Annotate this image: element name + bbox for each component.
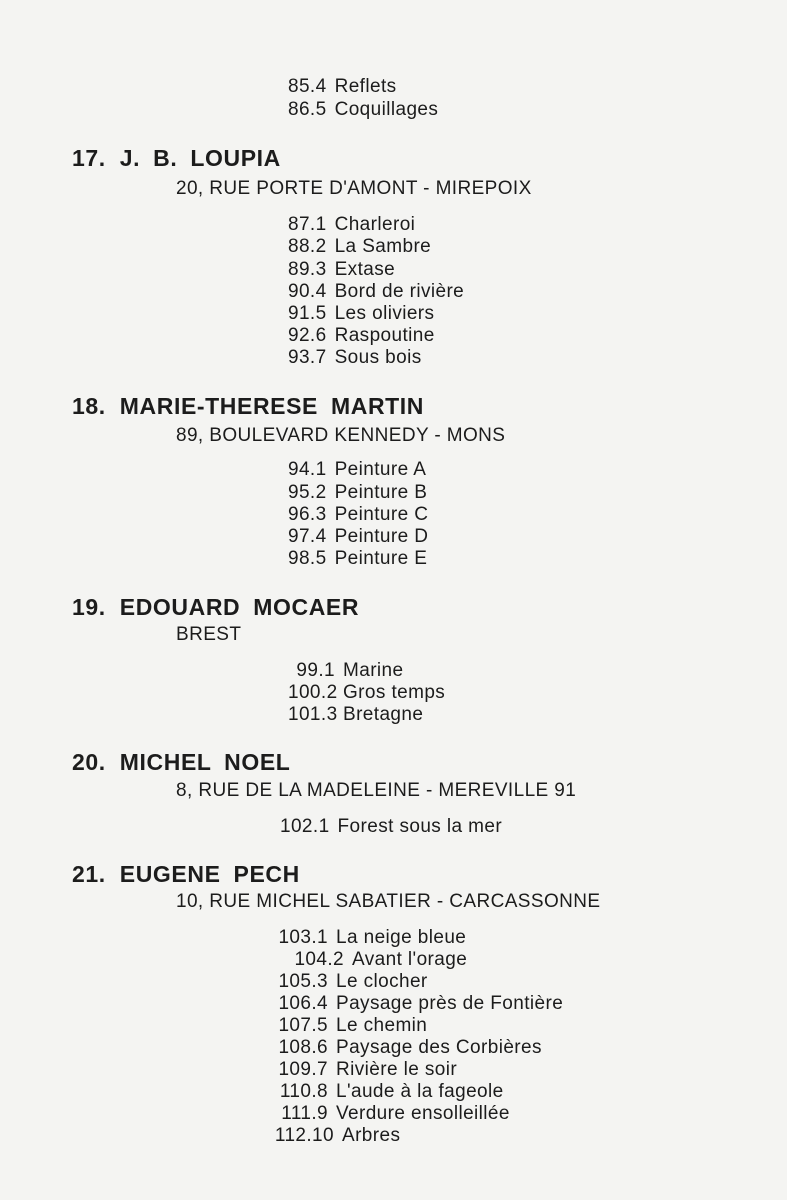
work-title: Charleroi	[334, 214, 416, 235]
work-title: Verdure ensolleillée	[336, 1103, 510, 1124]
work-entry	[288, 259, 395, 281]
work-number: 88.2	[288, 236, 327, 257]
work-number: 93.7	[288, 347, 327, 368]
work-title: Paysage près de Fontière	[336, 993, 564, 1014]
work-entry	[270, 1059, 457, 1081]
work-entry	[270, 1125, 400, 1147]
work-number: 110.8	[279, 1081, 328, 1102]
artist-name: EUGENE PECH	[119, 861, 300, 887]
work-entry	[270, 971, 428, 993]
work-title: L'aude à la fageole	[336, 1081, 504, 1102]
work-title: Les oliviers	[334, 303, 435, 324]
work-number: 89.3	[288, 259, 327, 280]
work-number: 101.3	[288, 704, 338, 725]
work-title: Avant l'orage	[352, 949, 468, 970]
work-entry	[270, 1103, 510, 1125]
work-entry	[288, 303, 434, 325]
artist-name: MARIE-THERESE MARTIN	[119, 393, 425, 419]
work-entry	[280, 816, 502, 838]
work-entry	[288, 704, 423, 726]
work-number: 111.9	[281, 1103, 328, 1124]
artist-heading	[72, 594, 359, 621]
work-title: Peinture B	[334, 482, 428, 503]
work-entry	[270, 1015, 427, 1037]
artist-address: 20, RUE PORTE D'AMONT - MIREPOIX	[176, 178, 532, 199]
artist-address: 8, RUE DE LA MADELEINE - MEREVILLE 91	[176, 780, 577, 801]
work-number: 98.5	[288, 548, 327, 569]
work-title: Bretagne	[343, 704, 424, 725]
work-title: Arbres	[342, 1125, 401, 1146]
work-entry	[270, 1081, 504, 1103]
work-title: Le chemin	[336, 1015, 428, 1036]
work-number: 102.1	[280, 816, 330, 837]
work-number: 99.1	[296, 660, 335, 681]
artist-name: J. B. LOUPIA	[119, 145, 281, 171]
work-title: Peinture E	[334, 548, 428, 569]
artist-name: MICHEL NOEL	[119, 749, 291, 775]
work-entry	[288, 504, 428, 526]
work-number: 94.1	[288, 459, 327, 480]
work-title: Bord de rivière	[334, 281, 465, 302]
artist-address: 10, RUE MICHEL SABATIER - CARCASSONNE	[176, 891, 601, 912]
work-entry	[270, 949, 467, 971]
work-number: 95.2	[288, 482, 327, 503]
work-title: Rivière le soir	[336, 1059, 458, 1080]
work-number: 92.6	[288, 325, 327, 346]
work-title: Reflets	[334, 76, 397, 97]
work-number: 107.5	[278, 1015, 328, 1036]
work-number: 112.10	[274, 1125, 334, 1146]
work-entry	[288, 660, 403, 682]
work-title: Peinture C	[334, 504, 429, 525]
work-title: Marine	[343, 660, 404, 681]
work-entry	[288, 347, 422, 369]
work-number: 108.6	[278, 1037, 328, 1058]
work-number: 109.7	[278, 1059, 328, 1080]
work-number: 103.1	[278, 927, 328, 948]
artist-number: 21.	[72, 861, 106, 887]
work-entry	[288, 99, 438, 121]
work-number: 106.4	[278, 993, 328, 1014]
work-title: La neige bleue	[336, 927, 467, 948]
work-title: Gros temps	[343, 682, 446, 703]
work-title: Sous bois	[334, 347, 422, 368]
work-number: 96.3	[288, 504, 327, 525]
artist-number: 20.	[72, 749, 106, 775]
work-number: 104.2	[294, 949, 344, 970]
work-number: 87.1	[288, 214, 327, 235]
work-entry	[288, 76, 397, 98]
work-title: Raspoutine	[334, 325, 435, 346]
artist-heading	[72, 393, 424, 420]
artist-number: 19.	[72, 594, 106, 620]
work-number: 100.2	[288, 682, 338, 703]
artist-number: 17.	[72, 145, 106, 171]
work-number: 86.5	[288, 99, 327, 120]
work-title: Coquillages	[334, 99, 439, 120]
work-title: La Sambre	[334, 236, 432, 257]
work-title: Extase	[334, 259, 396, 280]
work-entry	[288, 682, 445, 704]
artist-heading	[72, 145, 281, 172]
work-number: 97.4	[288, 526, 327, 547]
artist-number: 18.	[72, 393, 106, 419]
work-title: Le clocher	[336, 971, 428, 992]
artist-address: BREST	[176, 624, 242, 645]
work-entry	[288, 325, 435, 347]
work-title: Paysage des Corbières	[336, 1037, 542, 1058]
work-title: Peinture A	[334, 459, 427, 480]
work-entry	[288, 236, 431, 258]
work-entry	[288, 526, 428, 548]
work-entry	[288, 214, 415, 236]
artist-name: EDOUARD MOCAER	[119, 594, 360, 620]
work-number: 85.4	[288, 76, 327, 97]
work-entry	[288, 281, 464, 303]
work-entry	[270, 1037, 542, 1059]
work-entry	[270, 927, 466, 949]
work-title: Peinture D	[334, 526, 429, 547]
work-entry	[270, 993, 563, 1015]
artist-heading	[72, 749, 290, 776]
artist-address: 89, BOULEVARD KENNEDY - MONS	[176, 425, 506, 446]
work-number: 90.4	[288, 281, 327, 302]
work-number: 105.3	[278, 971, 328, 992]
work-title: Forest sous la mer	[337, 816, 503, 837]
work-entry	[288, 482, 427, 504]
work-number: 91.5	[288, 303, 327, 324]
work-entry	[288, 459, 426, 481]
artist-heading	[72, 861, 300, 888]
work-entry	[288, 548, 427, 570]
